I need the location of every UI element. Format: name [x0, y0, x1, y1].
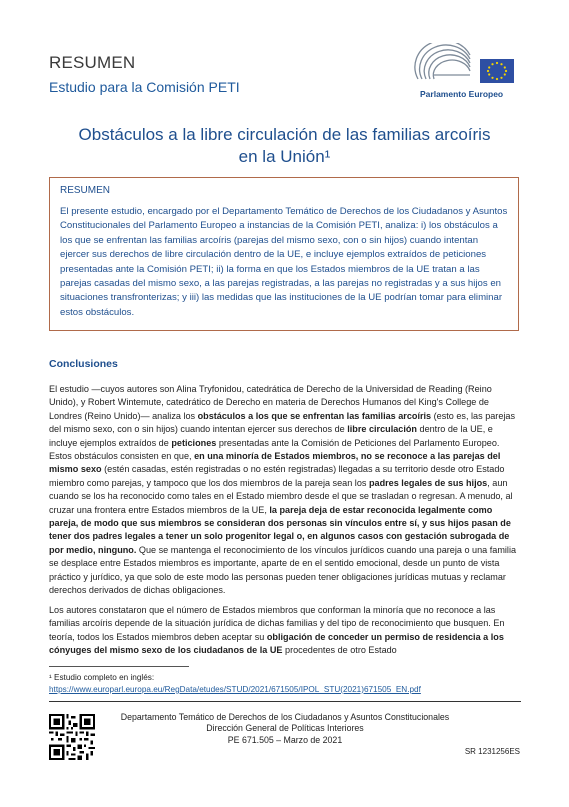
conclusions-paragraph-1: [49, 383, 521, 598]
text-run: dentro de la UE, e incluye ejemplos extraídos de: [49, 424, 493, 448]
document-subtitle: Estudio para la Comisión PETI: [49, 79, 240, 95]
text-run: , aun cuando se los ha reconocido como tales en el Estado miembro desde el que se trasladan o regresan. A menudo, al cruzar una frontera entre Estados miembros de la UE,: [49, 477, 513, 515]
footnote-link[interactable]: https://www.europarl.europa.eu/RegData/etudes/STUD/2021/671505/IPOL_STU(2021)671505_EN.pdf: [49, 684, 421, 694]
document-header: [49, 53, 240, 95]
bold-text-run: peticiones: [171, 437, 217, 448]
section-label: RESUMEN: [49, 53, 136, 72]
abstract-text: El presente estudio, encargado por el Departamento Temático de Derechos de los Ciudadanos y Asuntos Constitucionales del Parlamento Europeo a instancias de la Comisión PETI, analiza: i) los obstáculos a los que se enfrentan las familias arcoíris (parejas del mismo sexo, con o sin hijos) cuando intentan ejercer sus derechos de libre circulación dentro de la UE, e incluye ejemplos extraídos de peticiones presentadas ante la Comisión PETI; ii) la forma en que los Estados miembros de la UE tratan a las parejas casadas del mismo sexo, a las parejas registradas, a las parejas no registradas y a sus hijos en situaciones transfronterizas; y iii) las medidas que las instituciones de la UE podrían tomar para eliminar estos obstáculos.: [60, 206, 508, 318]
footnote: [49, 672, 421, 695]
bold-text-run: en una minoría de Estados miembros, no se reconoce a las parejas del mismo sexo: [49, 451, 501, 475]
text-run: (estén casadas, estén registradas o no estén registradas) llegadas a su territorio desde otro Estado miembro como parejas, y tampoco que los dos miembros de la pareja sean los: [49, 464, 505, 488]
document-code: SR 1231256ES: [464, 747, 520, 756]
abstract-label: RESUMEN: [60, 185, 111, 196]
conclusions-paragraph-2: [49, 604, 521, 658]
bold-text-run: libre circulación: [347, 424, 417, 435]
text-run: (esto es, las parejas del mismo sexo, con o sin hijos) cuando intentan ejercer sus derechos de: [49, 410, 516, 435]
footer-divider: [49, 701, 521, 702]
footer-reference: PE 671.505 – Marzo de 2021: [227, 734, 343, 745]
abstract-box: [49, 177, 519, 331]
title-line-1: Obstáculos a la libre circulación de las familias arcoíris: [78, 125, 491, 144]
footer: [110, 712, 460, 746]
text-run: El estudio —cuyos autores son Alina Tryfonidou, catedrática de Derecho de la Universidad de Reading (Reino Unido), y Robert Wintemute, catedrático de Derecho en materia de Derechos Humanos del King's College de Londres (Reino Unido)— analiza los: [49, 384, 492, 421]
text-run: presentadas ante la Comisión de Peticiones del Parlamento Europeo. Estos obstáculos consisten en que,: [49, 437, 500, 462]
page-title: [60, 124, 509, 168]
footer-directorate: Dirección General de Políticas Interiores: [206, 723, 364, 734]
footer-department: Departamento Temático de Derechos de los Ciudadanos y Asuntos Constitucionales: [120, 712, 450, 722]
text-run: Los autores constataron que el número de Estados miembros que conforman la minoría que no reconoce a las familias arcoíris depende de la situación jurídica de dichas familias y del tipo de reconocimiento que busquen. En teoría, todos los Estados miembros deben aceptar su: [49, 605, 505, 642]
bold-text-run: la pareja deja de estar reconocida legalmente como pareja, de modo que sus miembros se consideran dos personas sin vínculos entre sí, y sus hijos pasan de tener dos padres legales a tener un solo progenitor legal o, en algunos casos con gestación subrogada de por medio, ninguno.: [49, 504, 511, 555]
bold-text-run: obligación de conceder un permiso de residencia a los cónyuges del mismo sexo de los ciudadanos de la UE: [49, 631, 504, 656]
qr-code-icon[interactable]: [49, 714, 95, 760]
conclusions-heading: Conclusiones: [49, 358, 118, 370]
title-line-2: en la Unión¹: [238, 147, 331, 166]
text-run: Que se mantenga el reconocimiento de los vínculos jurídicos cuando una pareja o una familia se desplace entre Estados miembros es importante, aparte de en el sentido emocional, desde un punto de vista práctico y jurídico, ya que solo de este modo las personas pueden tener obligaciones jurídicas mutuas y reclamar derechos derivados de dichas obligaciones.: [49, 544, 517, 596]
bold-text-run: padres legales de sus hijos: [368, 477, 488, 488]
footnote-divider: [49, 666, 189, 667]
bold-text-run: obstáculos a los que se enfrentan las familias arcoíris: [197, 410, 432, 421]
logo-text: Parlamento Europeo: [420, 89, 504, 99]
text-run: procedentes de otro Estado: [282, 645, 397, 656]
footnote-label: ¹ Estudio completo en inglés:: [49, 673, 155, 682]
